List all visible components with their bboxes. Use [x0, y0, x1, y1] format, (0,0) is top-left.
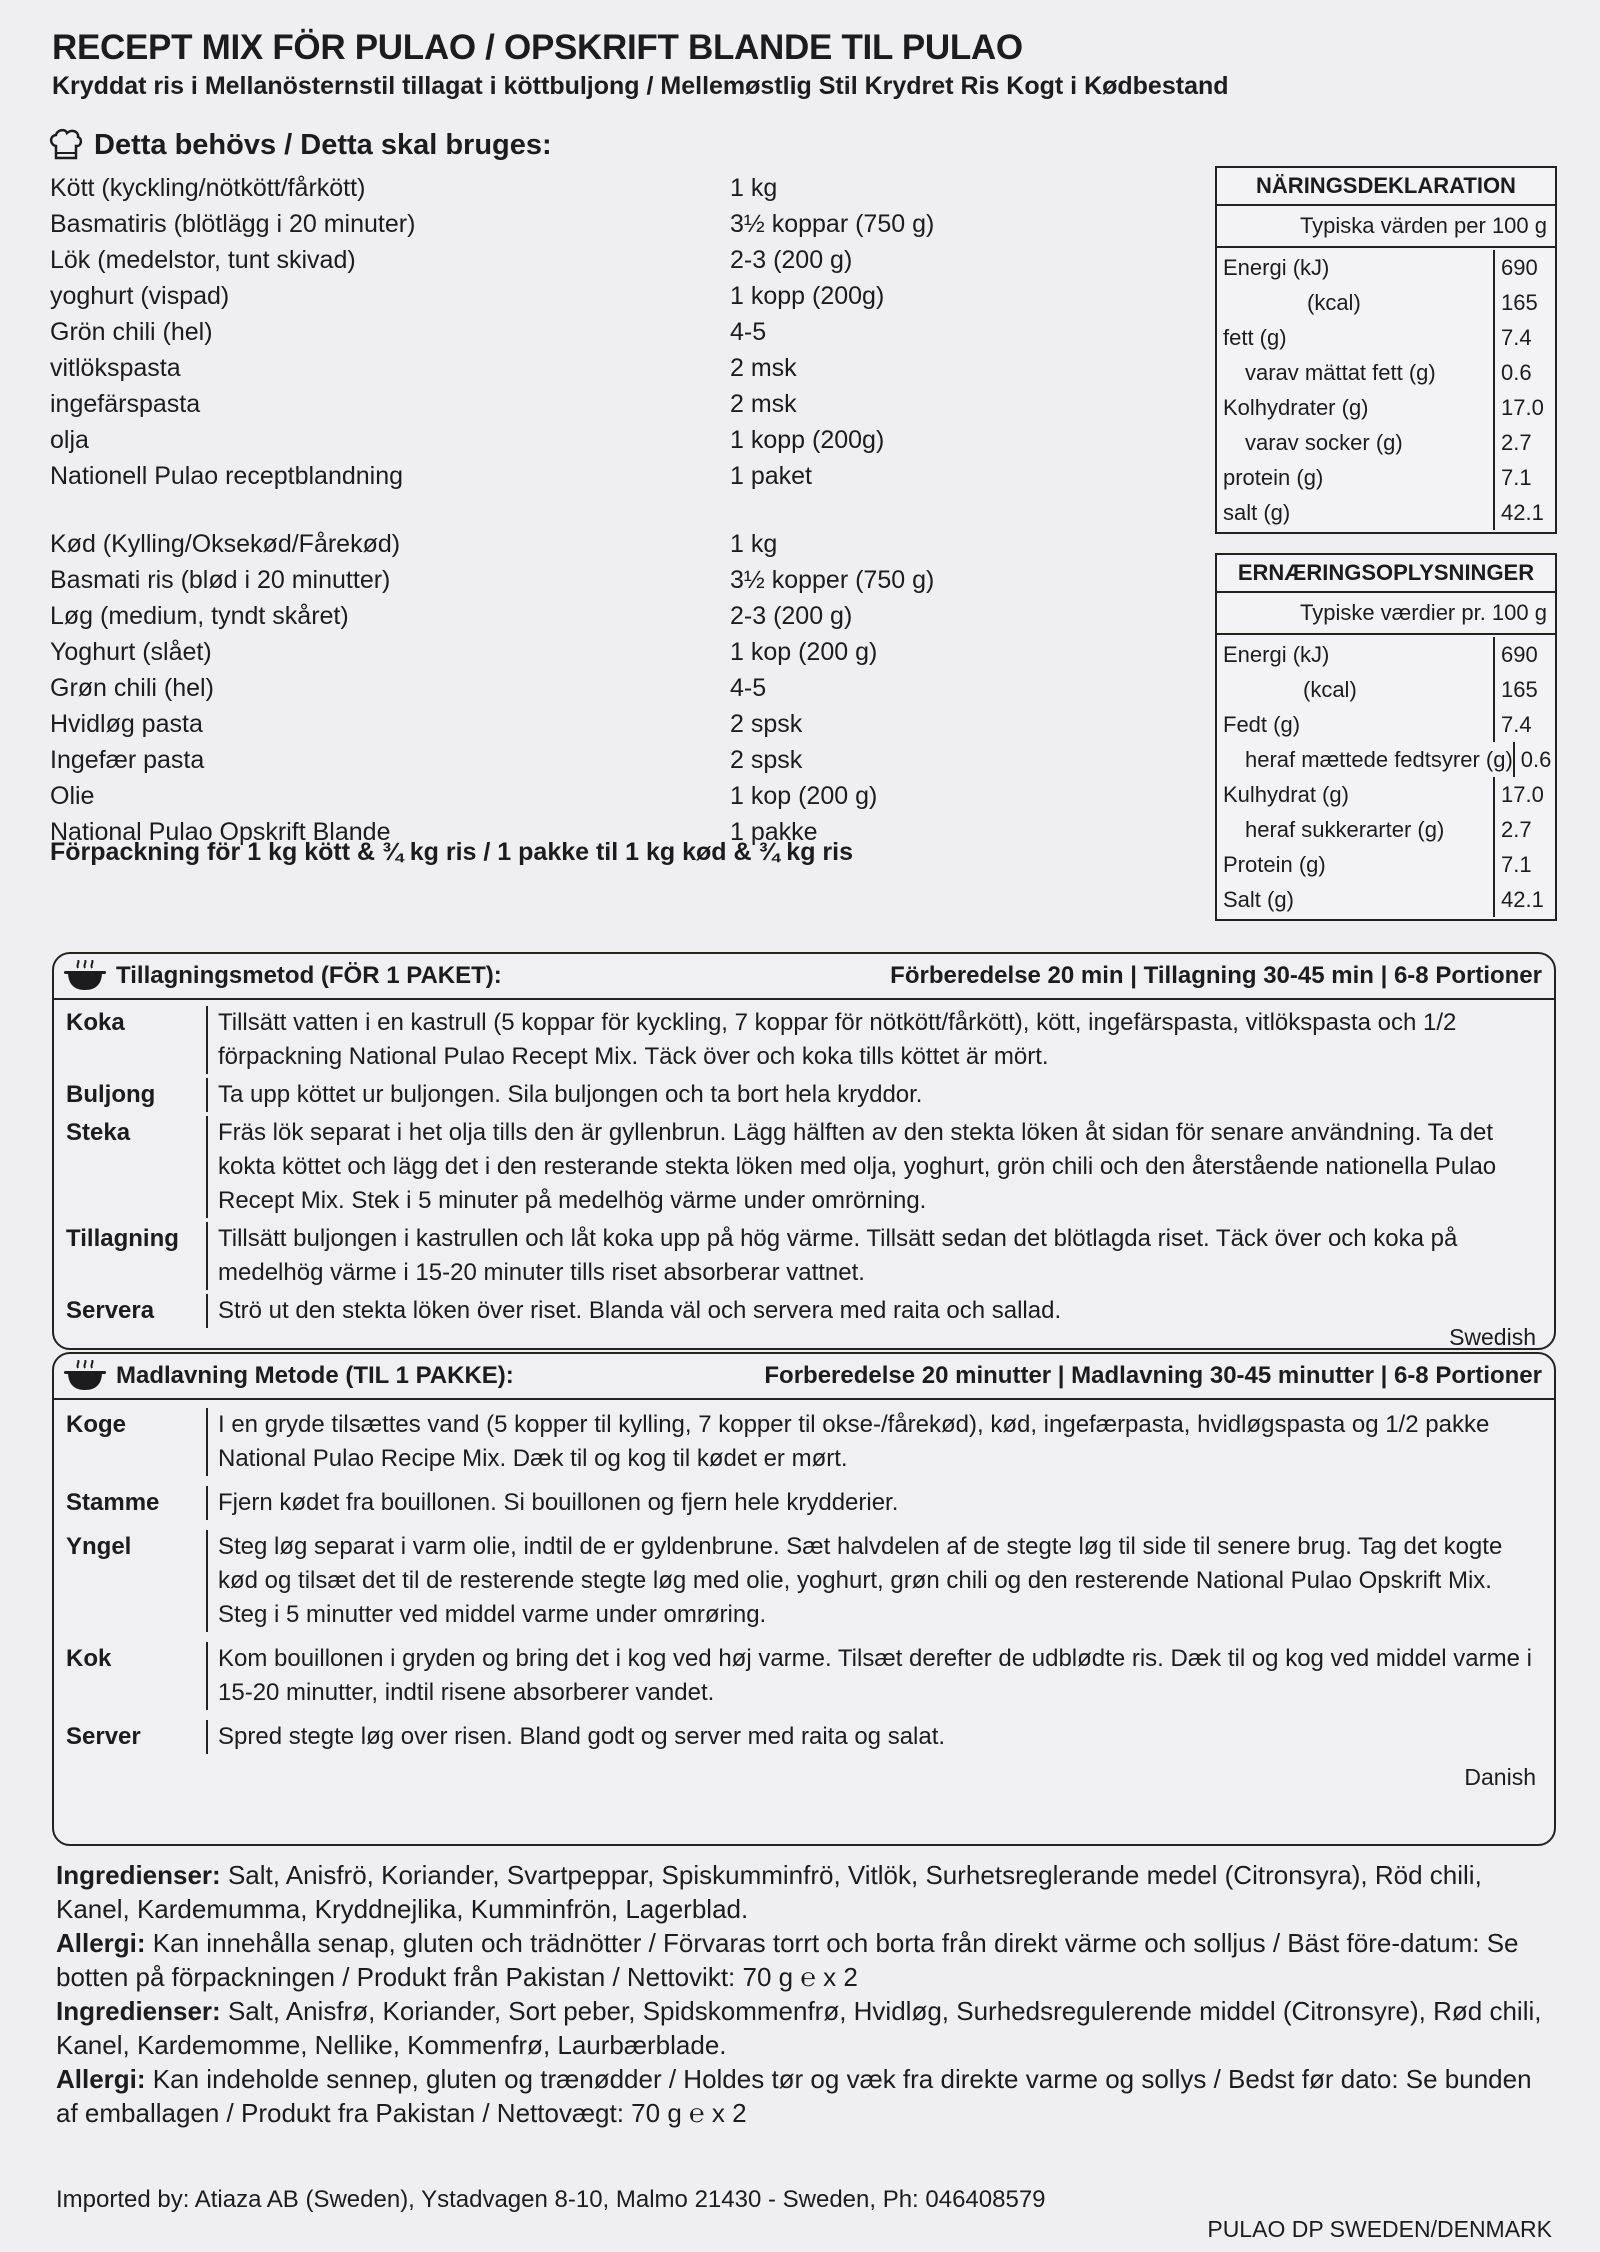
- ingredient-name: Hvidløg pasta: [50, 709, 203, 738]
- step-label: Tillagning: [54, 1222, 208, 1290]
- nutrition-subheading: Typiska värden per 100 g: [1217, 206, 1555, 248]
- ingredient-row: [50, 742, 1180, 778]
- nutrition-label-text: protein (g): [1223, 464, 1324, 490]
- step-text: Kom bouillonen i gryden og bring det i kog ved høj varme. Tilsæt derefter de udblødte ris. Dæk til og kog ved middel varme i 15-20 minutter, indtil risene absorberer vandet.: [218, 1645, 1532, 1706]
- method-step: [54, 1528, 1554, 1640]
- ingredients-swedish: Ingredienser: Salt, Anisfrö, Koriander, Svartpeppar, Spiskumminfrö, Vitlök, Surhetsreglerande medel (Citronsyra), Röd chili, Kanel, Kardemumma, Kryddnejlika, Kumminfrön, Lagerblad.: [56, 1860, 1482, 1924]
- ingredient-row: [50, 314, 1180, 350]
- ingredient-row: [50, 706, 1180, 742]
- nutrition-value: 7.1: [1501, 464, 1532, 490]
- ingredient-name: Kött (kyckling/nötkött/fårkött): [50, 173, 366, 202]
- nutrition-value: 7.1: [1501, 851, 1532, 877]
- ingredient-quantity: 1 paket: [730, 461, 813, 490]
- nutrition-row: [1217, 320, 1555, 355]
- nutrition-label-text: Kolhydrater (g): [1223, 394, 1369, 420]
- nutrition-row: [1217, 777, 1555, 812]
- ingredient-quantity: 1 kop (200 g): [730, 637, 878, 666]
- ingredient-row: [50, 598, 1180, 634]
- ingredient-name: Lök (medelstor, tunt skivad): [50, 245, 356, 274]
- nutrition-value: 2.7: [1501, 429, 1532, 455]
- method-step: [54, 1114, 1554, 1220]
- nutrition-row: [1217, 882, 1555, 917]
- ingredient-quantity: 2-3 (200 g): [730, 245, 853, 274]
- nutrition-row: [1217, 742, 1555, 777]
- nutrition-row: [1217, 285, 1555, 320]
- ingredient-name: Basmatiris (blötlägg i 20 minuter): [50, 209, 416, 238]
- ingredient-name: Grön chili (hel): [50, 317, 213, 346]
- nutrition-label-text: Protein (g): [1223, 851, 1326, 877]
- step-label: Stamme: [54, 1486, 208, 1520]
- nutrition-row: [1217, 250, 1555, 285]
- method-step: [54, 1076, 1554, 1114]
- nutrition-label-text: Energi (kJ): [1223, 254, 1330, 280]
- nutrition-row: [1217, 672, 1555, 707]
- ingredient-row: [50, 778, 1180, 814]
- ingredient-row: [50, 206, 1180, 242]
- nutrition-label: [1217, 495, 1495, 530]
- nutrition-label: [1217, 355, 1495, 390]
- step-text: Ta upp köttet ur buljongen. Sila buljongen och ta bort hela kryddor.: [218, 1081, 923, 1108]
- nutrition-label: [1217, 390, 1495, 425]
- ingredient-row: [50, 634, 1180, 670]
- language-label: Danish: [1464, 1764, 1536, 1790]
- ingredients-danish: Ingredienser: Salt, Anisfrø, Koriander, Sort peber, Spidskommenfrø, Hvidløg, Surhedsregulerende middel (Citronsyre), Rød chili, Kanel, Kardemomme, Nellike, Kommenfrø, Laurbærblade.: [56, 1996, 1542, 2060]
- nutrition-value: 42.1: [1501, 499, 1544, 525]
- nutrition-label: [1217, 777, 1495, 812]
- nutrition-label: [1217, 637, 1495, 672]
- chef-hat-icon: [48, 128, 84, 162]
- method-box-danish: [52, 1352, 1556, 1846]
- product-code: PULAO DP SWEDEN/DENMARK: [1207, 2216, 1552, 2242]
- ingredient-row: [50, 422, 1180, 458]
- step-text: Fjern kødet fra bouillonen. Si bouillonen og fjern hele krydderier.: [218, 1489, 899, 1516]
- ingredient-row: [50, 242, 1180, 278]
- ingredient-quantity: 4-5: [730, 317, 767, 346]
- nutrition-subheading: Typiske værdier pr. 100 g: [1217, 593, 1555, 635]
- nutrition-label-text: varav mättat fett (g): [1245, 359, 1436, 385]
- step-text: Steg løg separat i varm olie, indtil de er gyldenbrune. Sæt halvdelen af de stegte løg til side til senere brug. Tag det kogte kød og tilsæt det til de resterende stegte løg med olie, yoghurt, grøn chili og den resterende National Pulao Opskrift Mix. Steg i 5 minutter ved middel varme under omrøring.: [218, 1533, 1503, 1628]
- ingredient-name: olja: [50, 425, 89, 454]
- nutrition-label: [1217, 847, 1495, 882]
- method-step: [54, 1004, 1554, 1076]
- method-step: [54, 1718, 1554, 1762]
- step-text: Tillsätt vatten i en kastrull (5 koppar för kyckling, 7 koppar för nötkött/fårkött), kött, ingefärspasta, vitlökspasta och 1/2 förpackning National Pulao Recept Mix. Täck över och koka tills köttet är mört.: [218, 1009, 1457, 1070]
- nutrition-label-text: (kcal): [1303, 676, 1357, 702]
- nutrition-label-text: Kulhydrat (g): [1223, 781, 1349, 807]
- nutrition-heading: ERNÆRINGSOPLYSNINGER: [1217, 555, 1555, 593]
- nutrition-value: 165: [1501, 289, 1538, 315]
- ingredient-quantity: 3½ koppar (750 g): [730, 209, 935, 238]
- method-step: [54, 1640, 1554, 1718]
- ingredient-row: [50, 670, 1180, 706]
- ingredient-name: National Pulao Opskrift Blande: [50, 817, 391, 846]
- step-text: Spred stegte løg over risen. Bland godt og server med raita og salat.: [218, 1723, 946, 1750]
- nutrition-value: 7.4: [1501, 324, 1532, 350]
- cooking-pot-icon: [64, 1360, 106, 1392]
- nutrition-label: [1217, 812, 1495, 847]
- nutrition-label-text: salt (g): [1223, 499, 1291, 525]
- ingredient-row: [50, 350, 1180, 386]
- nutrition-label: [1217, 707, 1495, 742]
- method-info: Förberedelse 20 min | Tillagning 30-45 min | 6-8 Portioner: [890, 962, 1542, 989]
- ingredient-name: Yoghurt (slået): [50, 637, 212, 666]
- ingredient-row: [50, 278, 1180, 314]
- step-text: Strö ut den stekta löken över riset. Blanda väl och servera med raita och sallad.: [218, 1297, 1062, 1324]
- nutrition-value: 42.1: [1501, 886, 1544, 912]
- nutrition-label-text: (kcal): [1307, 289, 1361, 315]
- step-label: Server: [54, 1720, 208, 1754]
- ingredient-list-swedish: [50, 170, 1180, 494]
- nutrition-label-text: Salt (g): [1223, 886, 1294, 912]
- needs-heading-text: Detta behövs / Detta skal bruges:: [94, 128, 552, 161]
- method-step: [54, 1220, 1554, 1292]
- ingredient-quantity: 1 kg: [730, 173, 778, 202]
- step-text: Tillsätt buljongen i kastrullen och låt koka upp på hög värme. Tillsätt sedan det blötlagda riset. Täck över och koka på medelhög värme i 15-20 minuter tills riset absorberar vattnet.: [218, 1225, 1458, 1286]
- ingredient-row: [50, 526, 1180, 562]
- nutrition-value: 0.6: [1520, 746, 1552, 772]
- step-label: Koge: [54, 1408, 208, 1476]
- needs-heading: [48, 128, 552, 162]
- method-step: [54, 1484, 1554, 1528]
- nutrition-value: 2.7: [1501, 816, 1532, 842]
- ingredient-quantity: 1 kg: [730, 529, 778, 558]
- nutrition-label: [1217, 285, 1495, 320]
- ingredient-name: Olie: [50, 781, 95, 810]
- nutrition-row: [1217, 847, 1555, 882]
- ingredient-row: [50, 386, 1180, 422]
- ingredient-quantity: 2 msk: [730, 353, 797, 382]
- nutrition-row: [1217, 495, 1555, 530]
- ingredient-quantity: 1 kopp (200g): [730, 425, 885, 454]
- nutrition-label-text: heraf mættede fedtsyrer (g): [1245, 746, 1513, 772]
- ingredient-quantity: 2 msk: [730, 389, 797, 418]
- nutrition-label-text: varav socker (g): [1245, 429, 1403, 455]
- ingredient-quantity: 1 kopp (200g): [730, 281, 885, 310]
- importer-info: Imported by: Atiaza AB (Sweden), Ystadvagen 8-10, Malmo 21430 - Sweden, Ph: 046408579: [56, 2186, 1046, 2213]
- ingredient-row: [50, 562, 1180, 598]
- nutrition-label: [1217, 742, 1515, 777]
- method-step: [54, 1406, 1554, 1484]
- nutrition-value: 17.0: [1501, 394, 1544, 420]
- nutrition-label-text: Fedt (g): [1223, 711, 1301, 737]
- nutrition-table-swedish: [1215, 166, 1557, 534]
- ingredient-name: ingefärspasta: [50, 389, 201, 418]
- ingredient-quantity: 1 kop (200 g): [730, 781, 878, 810]
- ingredient-quantity: 2 spsk: [730, 745, 803, 774]
- nutrition-label: [1217, 250, 1495, 285]
- method-title: Madlavning Metode (TIL 1 PAKKE):: [116, 1362, 514, 1389]
- ingredient-quantity: 4-5: [730, 673, 767, 702]
- step-label: Kok: [54, 1642, 208, 1710]
- nutrition-label: [1217, 460, 1495, 495]
- nutrition-value: 17.0: [1501, 781, 1544, 807]
- nutrition-heading: NÄRINGSDEKLARATION: [1217, 168, 1555, 206]
- ingredient-name: Ingefær pasta: [50, 745, 205, 774]
- step-label: Koka: [54, 1006, 208, 1074]
- method-title: Tillagningsmetod (FÖR 1 PAKET):: [116, 962, 502, 989]
- step-text: Fräs lök separat i het olja tills den är gyllenbrun. Lägg hälften av den stekta löken åt sidan för senare användning. Ta det kokta köttet och lägg det i den resterande stekta löken med olja, yoghurt, grön chili och den återstående nationella Pulao Recept Mix. Stek i 5 minuter på medelhög värme under omrörning.: [218, 1119, 1497, 1214]
- nutrition-row: [1217, 390, 1555, 425]
- nutrition-label: [1217, 882, 1495, 917]
- step-label: Yngel: [54, 1530, 208, 1632]
- nutrition-value: 690: [1501, 254, 1538, 280]
- ingredient-quantity: 3½ kopper (750 g): [730, 565, 935, 594]
- ingredient-row: [50, 170, 1180, 206]
- nutrition-value: 7.4: [1501, 711, 1532, 737]
- language-label: Swedish: [1449, 1324, 1536, 1350]
- nutrition-value: 690: [1501, 641, 1538, 667]
- nutrition-label-text: Energi (kJ): [1223, 641, 1330, 667]
- nutrition-table-danish: [1215, 553, 1557, 921]
- cooking-pot-icon: [64, 960, 106, 992]
- step-text: I en gryde tilsættes vand (5 kopper til kylling, 7 kopper til okse-/fårekød), kød, ingefærpasta, hvidløgspasta og 1/2 pakke National Pulao Recipe Mix. Dæk til og kog til kødet er mørt.: [218, 1411, 1490, 1472]
- footer-text: [56, 1858, 1556, 2130]
- method-info: Forberedelse 20 minutter | Madlavning 30-45 minutter | 6-8 Portioner: [764, 1362, 1542, 1389]
- nutrition-value: 0.6: [1501, 359, 1532, 385]
- nutrition-label: [1217, 672, 1495, 707]
- ingredient-name: yoghurt (vispad): [50, 281, 230, 310]
- method-header: [54, 954, 1554, 1000]
- nutrition-row: [1217, 812, 1555, 847]
- method-box-swedish: [52, 952, 1556, 1350]
- nutrition-label: [1217, 320, 1495, 355]
- ingredient-quantity: 2 spsk: [730, 709, 803, 738]
- package-note: Förpackning för 1 kg kött & ¾ kg ris / 1 pakke til 1 kg kød & ¾ kg ris: [50, 838, 854, 866]
- ingredient-row: [50, 458, 1180, 494]
- ingredient-quantity: 1 pakke: [730, 817, 818, 846]
- nutrition-row: [1217, 460, 1555, 495]
- method-header: [54, 1354, 1554, 1400]
- step-label: Steka: [54, 1116, 208, 1218]
- ingredient-name: Grøn chili (hel): [50, 673, 214, 702]
- ingredient-name: Basmati ris (blød i 20 minutter): [50, 565, 391, 594]
- page-subtitle: Kryddat ris i Mellanösternstil tillagat i köttbuljong / Mellemøstlig Stil Krydret Ris Kogt i Kødbestand: [52, 72, 1229, 100]
- ingredient-name: Kød (Kylling/Oksekød/Fårekød): [50, 529, 401, 558]
- ingredient-quantity: 2-3 (200 g): [730, 601, 853, 630]
- nutrition-row: [1217, 355, 1555, 390]
- nutrition-row: [1217, 637, 1555, 672]
- nutrition-label-text: fett (g): [1223, 324, 1287, 350]
- method-step: [54, 1292, 1554, 1330]
- step-label: Buljong: [54, 1078, 208, 1112]
- nutrition-label: [1217, 425, 1495, 460]
- nutrition-value: 165: [1501, 676, 1538, 702]
- allergy-danish: Allergi: Kan indeholde sennep, gluten og trænødder / Holdes tør og væk fra direkte varme og sollys / Bedst før dato: Se bunden af emballagen / Produkt fra Pakistan / Nettovægt: 70 g ℮ x 2: [56, 2064, 1532, 2128]
- ingredient-name: vitlökspasta: [50, 353, 181, 382]
- page-title: RECEPT MIX FÖR PULAO / OPSKRIFT BLANDE TIL PULAO: [52, 28, 1023, 67]
- ingredient-name: Nationell Pulao receptblandning: [50, 461, 404, 490]
- step-label: Servera: [54, 1294, 208, 1328]
- nutrition-row: [1217, 707, 1555, 742]
- nutrition-label-text: heraf sukkerarter (g): [1245, 816, 1445, 842]
- ingredient-list-danish: [50, 526, 1180, 850]
- nutrition-row: [1217, 425, 1555, 460]
- ingredient-name: Løg (medium, tyndt skåret): [50, 601, 349, 630]
- allergy-swedish: Allergi: Kan innehålla senap, gluten och trädnötter / Förvaras torrt och borta från direkt värme och solljus / Bäst före-datum: Se botten på förpackningen / Produkt från Pakistan / Nettovikt: 70 g ℮ x 2: [56, 1928, 1519, 1992]
